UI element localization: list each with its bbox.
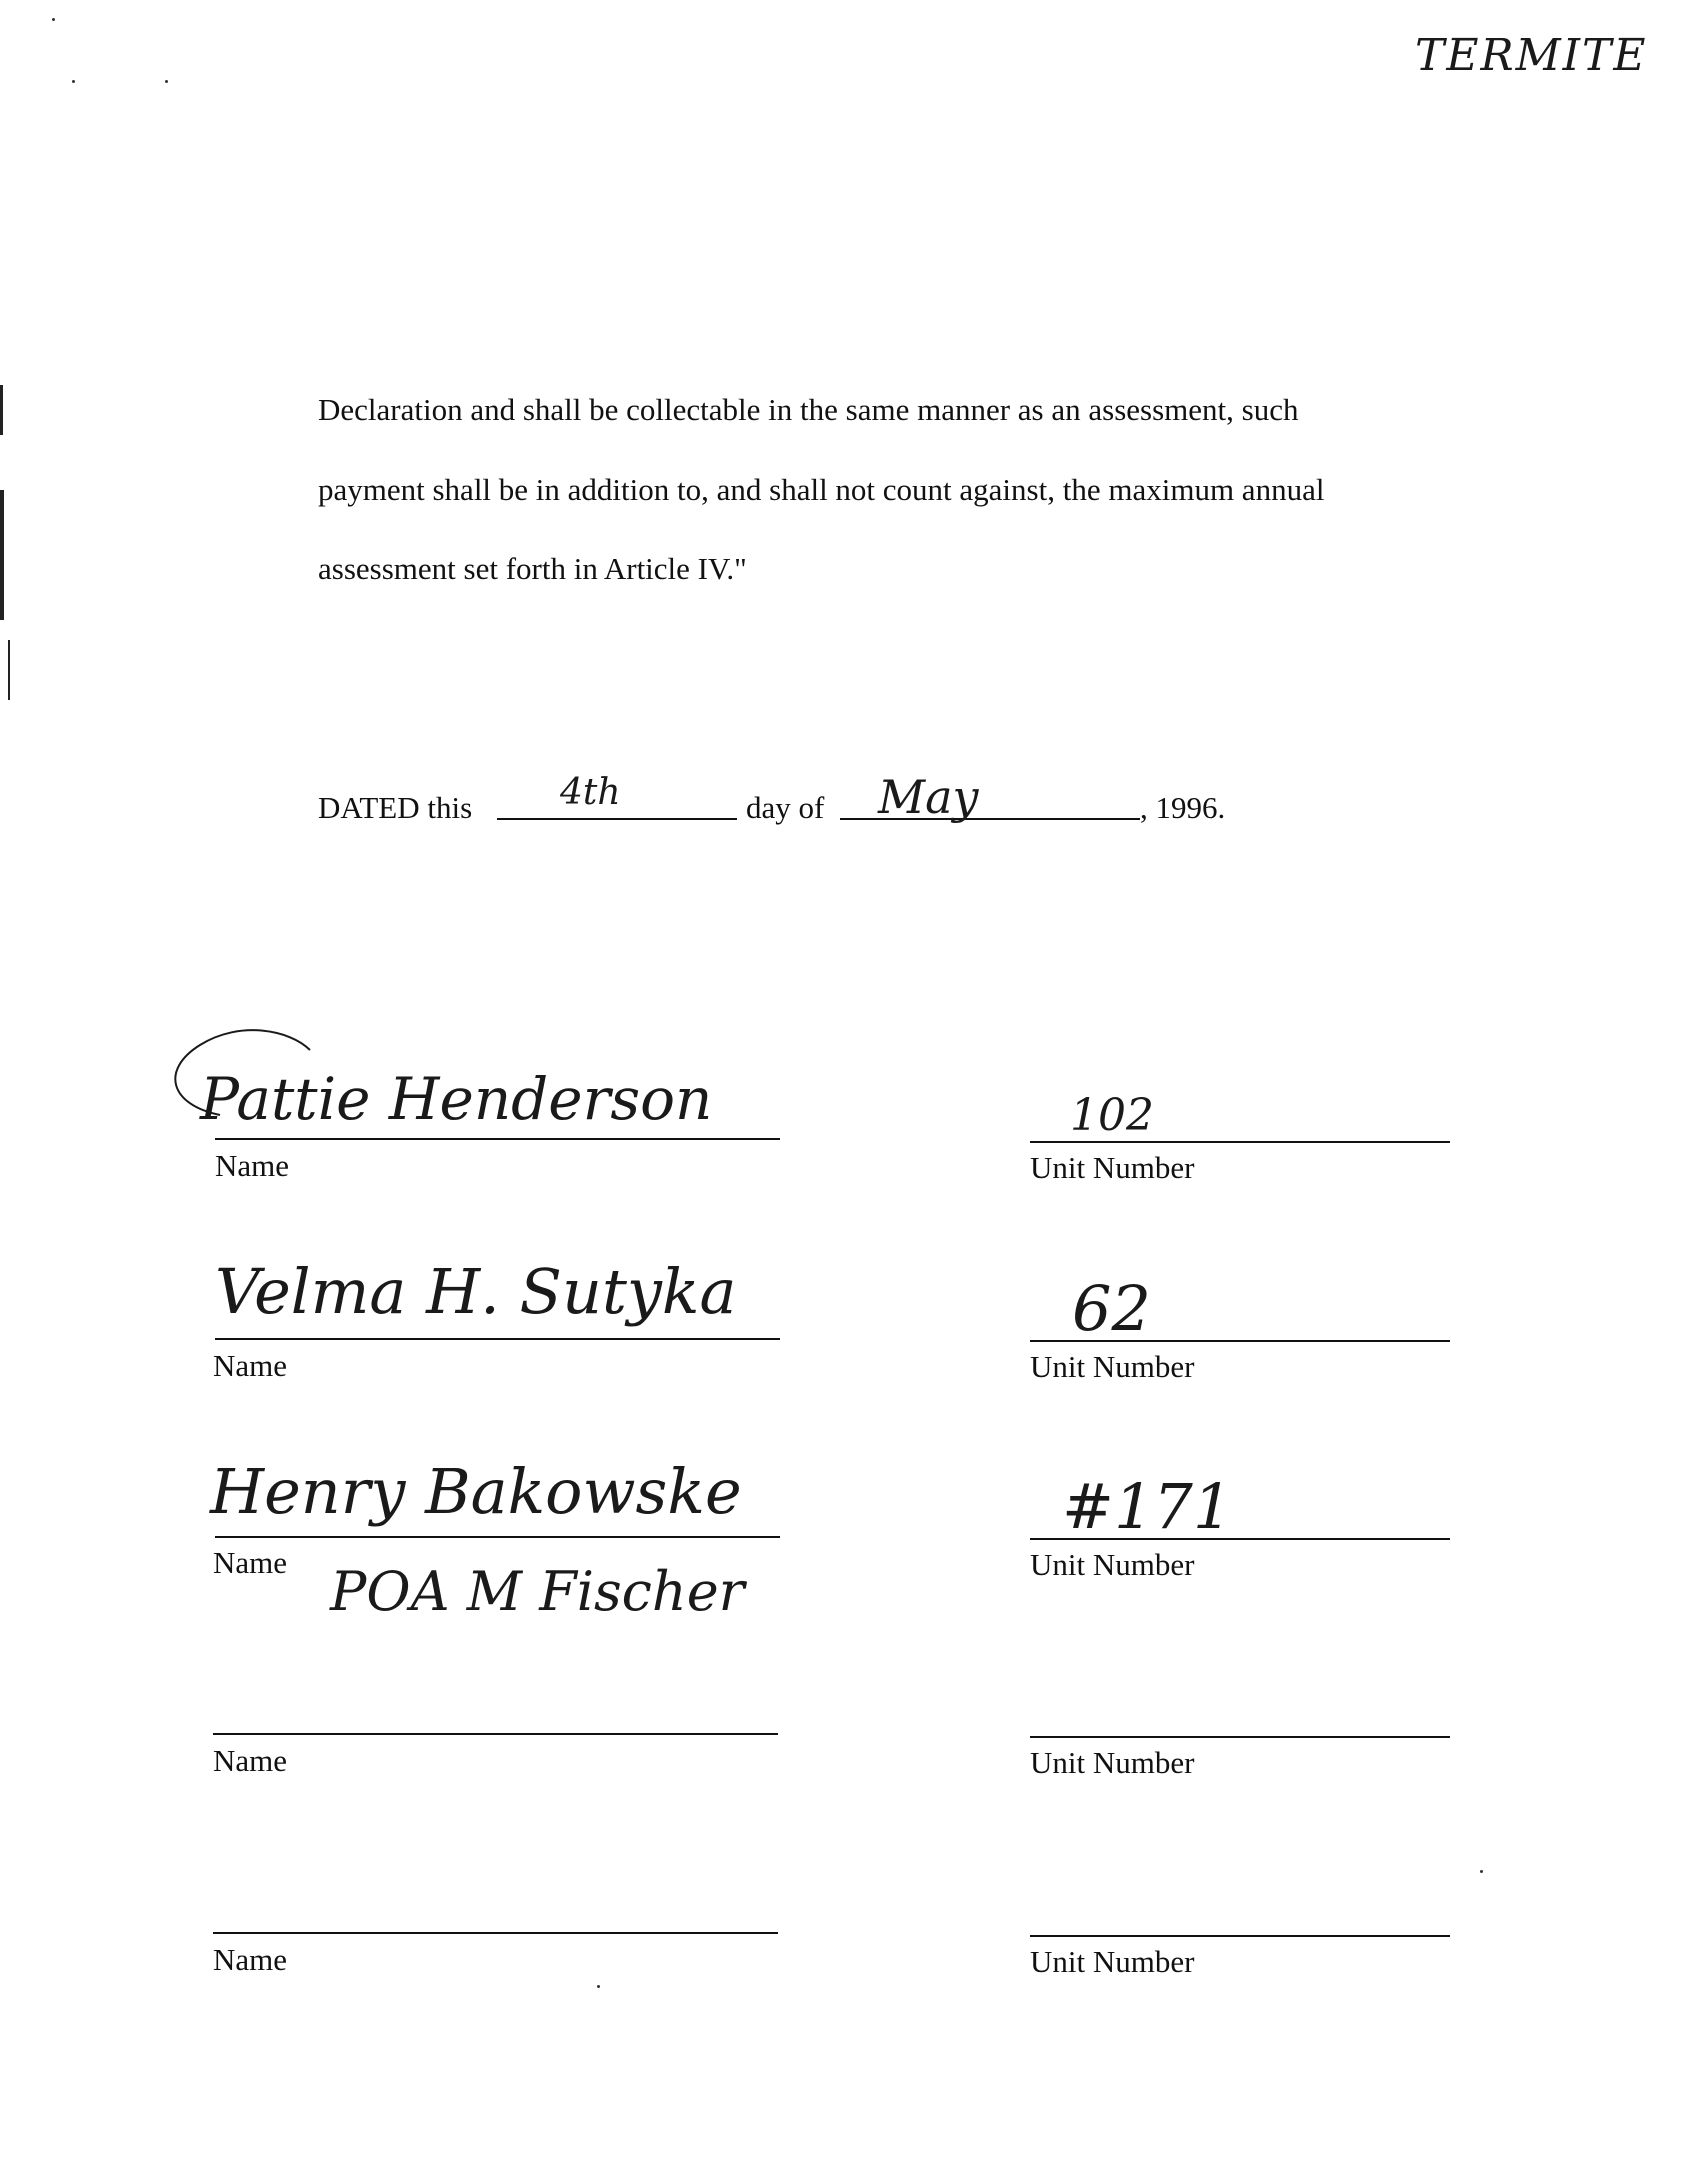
dated-suffix: , 1996. <box>1140 790 1226 825</box>
scan-edge-mark <box>0 490 4 620</box>
unit-label-3: Unit Number <box>1030 1547 1195 1582</box>
signature-1: Pattie Henderson <box>200 1065 713 1133</box>
name-line-3 <box>215 1536 780 1538</box>
unit-line-5 <box>1030 1935 1450 1937</box>
unit-value-1: 102 <box>1070 1090 1154 1141</box>
name-label-5: Name <box>213 1942 288 1977</box>
unit-value-3: #171 <box>1062 1470 1233 1543</box>
unit-label-4: Unit Number <box>1030 1745 1195 1780</box>
scan-speck <box>52 18 55 21</box>
name-label-2: Name <box>213 1348 288 1383</box>
signature-3-poa-note: POA M Fischer <box>330 1560 745 1623</box>
unit-line-1 <box>1030 1141 1450 1143</box>
name-line-5 <box>213 1932 778 1934</box>
name-label-3: Name <box>213 1545 288 1580</box>
name-line-1 <box>215 1138 780 1140</box>
unit-label-2: Unit Number <box>1030 1349 1195 1384</box>
unit-label-5: Unit Number <box>1030 1944 1195 1979</box>
paragraph-line-3: assessment set forth in Article IV." <box>318 551 747 586</box>
signature-1-flourish <box>160 1010 320 1130</box>
scan-edge-mark <box>8 640 10 700</box>
unit-label-1: Unit Number <box>1030 1150 1195 1185</box>
scan-speck <box>72 80 75 83</box>
name-label-1: Name <box>215 1148 290 1183</box>
day-handwritten: 4th <box>560 772 621 813</box>
dated-middle: day of <box>746 790 825 825</box>
day-blank-line <box>497 818 737 820</box>
paragraph-line-2: payment shall be in addition to, and shall not count against, the maximum annual <box>318 472 1325 507</box>
name-line-2 <box>215 1338 780 1340</box>
dated-prefix: DATED this <box>318 790 473 825</box>
scan-speck <box>165 80 168 83</box>
paragraph-line-1: Declaration and shall be collectable in the same manner as an assessment, such <box>318 392 1299 427</box>
unit-value-2: 62 <box>1072 1272 1151 1345</box>
scan-speck <box>597 1985 600 1988</box>
month-handwritten: May <box>878 770 979 824</box>
scan-edge-mark <box>0 385 3 435</box>
signature-2: Velma H. Sutyka <box>215 1255 737 1328</box>
unit-line-4 <box>1030 1736 1450 1738</box>
scan-speck <box>1480 1870 1483 1873</box>
name-line-4 <box>213 1733 778 1735</box>
corner-handwritten-note: TERMITE <box>1415 30 1648 81</box>
signature-3: Henry Bakowske <box>210 1455 742 1528</box>
name-label-4: Name <box>213 1743 288 1778</box>
